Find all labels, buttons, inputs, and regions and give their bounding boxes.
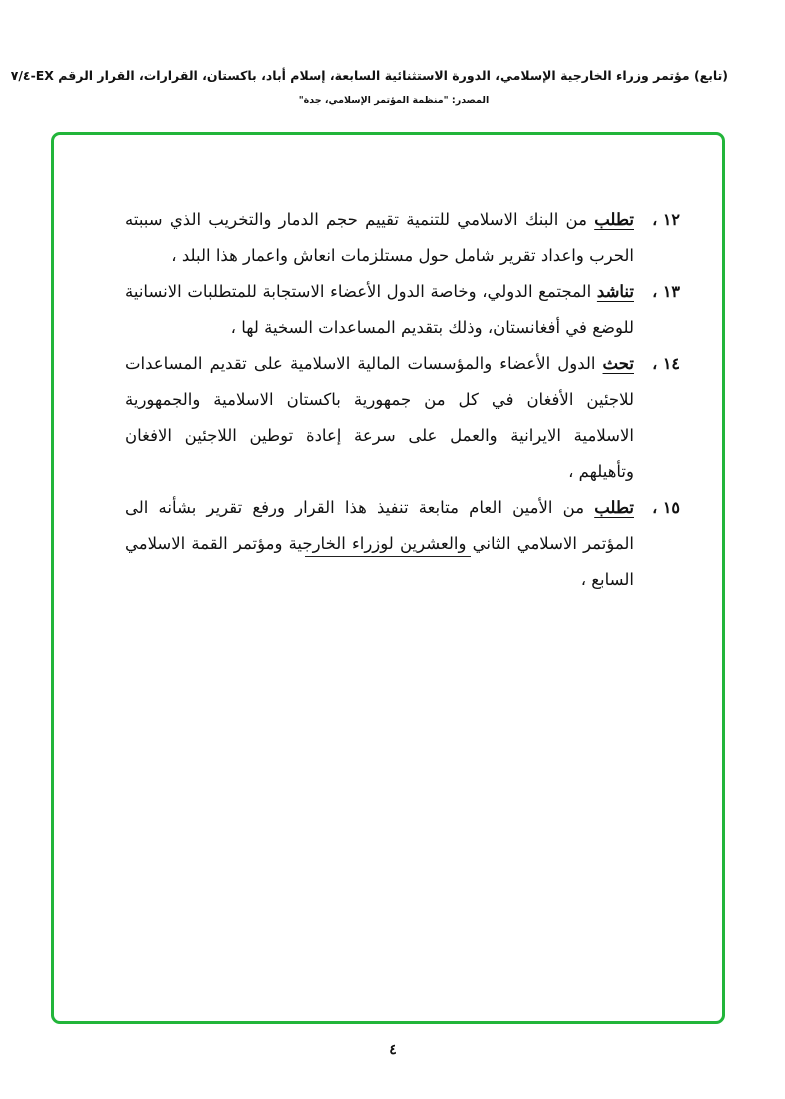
document-source: المصدر: "منظمة المؤتمر الإسلامي، جدة" [298,95,490,106]
resolution-item [125,346,680,490]
item-number: ١٢ ، [652,210,680,229]
item-text: من البنك الاسلامي للتنمية تقييم حجم الدمار والتخريب الذي سببته الحرب واعداد تقرير شامل حول مستلزمات انعاش واعمار هذا البلد ، [125,210,634,265]
item-text: المجتمع الدولي، وخاصة الدول الأعضاء الاستجابة للمتطلبات الانسانية للوضع في أفغانستان، وذلك بتقديم المساعدات السخية لها ، [125,282,634,337]
item-number: ١٤ ، [652,354,680,373]
item-keyword: تناشد [596,282,634,301]
document-header-title: (تابع) مؤتمر وزراء الخارجية الإسلامي، الدورة الاستثنائية السابعة، إسلام أباد، باكستان، القرارات، القرار الرقم EX-٧/٤ [10,68,728,83]
item-text: من الأمين العام متابعة تنفيذ هذا القرار ورفع تقرير بشأنه الى المؤتمر الاسلامي الثاني والعشرين لوزراء الخارجية ومؤتمر القمة الاسلامي السابع ، [125,498,634,589]
item-number: ١٥ ، [652,498,680,517]
item-text: الدول الأعضاء والمؤسسات المالية الاسلامية على تقديم المساعدات للاجئين الأفغان في كل من جمهورية باكستان الاسلامية والجمهورية الاسلامية الايرانية والعمل على سرعة إعادة توطين اللاجئين الافغان وتأهيلهم ، [125,354,634,481]
item-number: ١٣ ، [652,282,680,301]
resolution-item [125,274,680,346]
item-keyword: تحث [602,354,634,373]
resolution-items [125,202,680,598]
end-divider [305,556,471,557]
page-number: ٤ [389,1042,397,1058]
resolution-item [125,490,680,598]
item-keyword: تطلب [594,498,634,517]
resolution-item [125,202,680,274]
item-keyword: تطلب [594,210,634,229]
